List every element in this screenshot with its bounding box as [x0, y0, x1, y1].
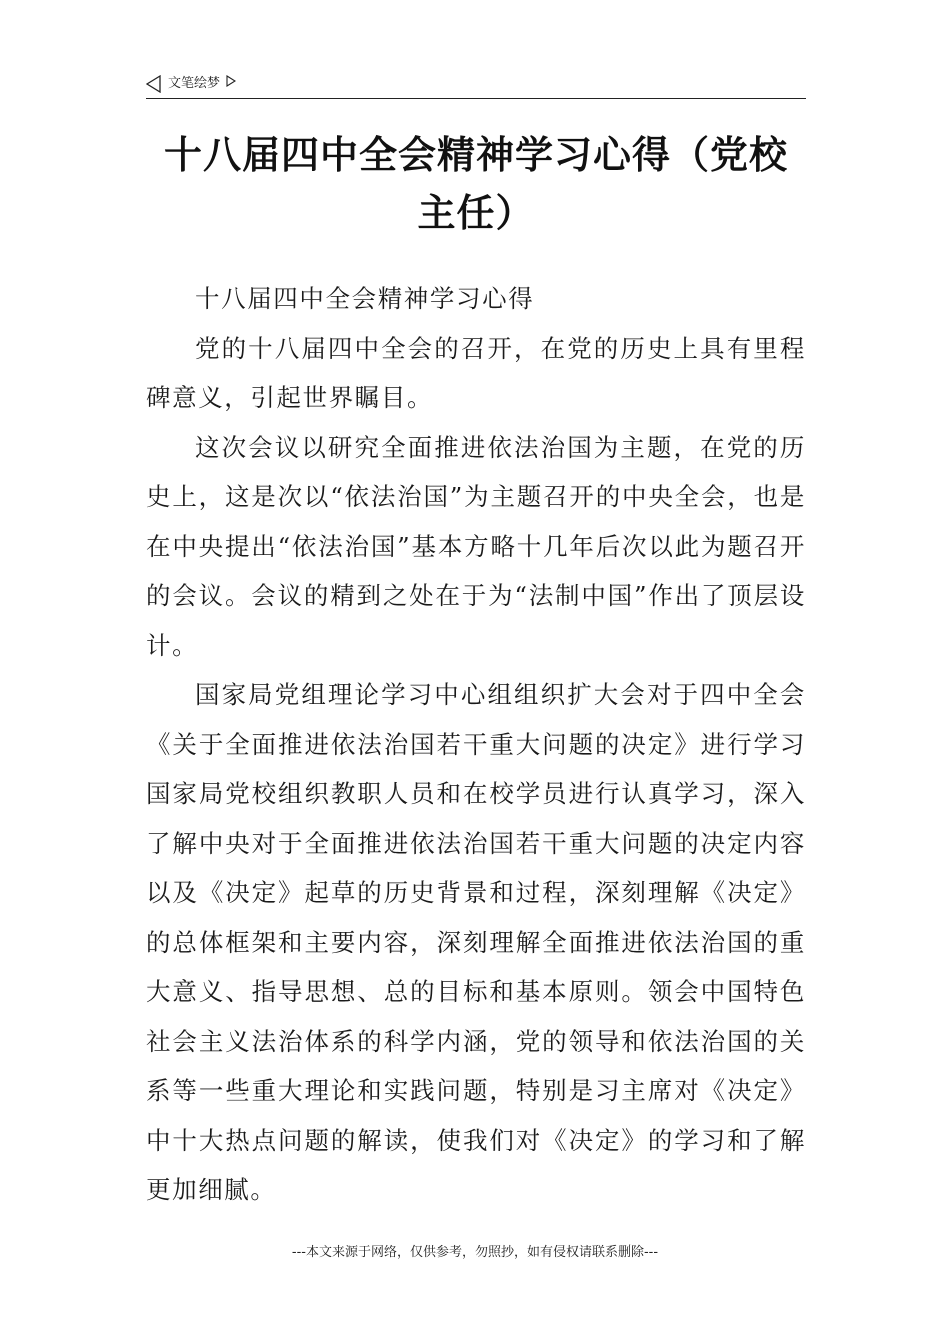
paragraph: 这次会议以研究全面推进依法治国为主题，在党的历史上，这是次以“依法治国”为主题召开的中央全会，也是在中央提出“依法治国”基本方略十几年后次以此为题召开的会议。会议的精到之处在于为“法制中国”作出了顶层设计。	[146, 432, 806, 660]
right-triangle-icon	[226, 75, 236, 87]
page-header	[146, 72, 806, 99]
document-body	[146, 274, 806, 1215]
paragraph-subtitle: 十八届四中全会精神学习心得	[195, 284, 535, 313]
header-brand	[146, 74, 236, 94]
page-footer: ---本文来源于网络，仅供参考，勿照抄，如有侵权请联系删除---	[291, 1245, 659, 1260]
left-triangle-icon	[146, 75, 162, 93]
paragraph: 国家局党组理论学习中心组组织扩大会对于四中全会《关于全面推进依法治国若干重大问题的决定》进行学习国家局党校组织教职人员和在校学员进行认真学习，深入了解中央对于全面推进依法治国若干重大问题的决定内容以及《决定》起草的历史背景和过程，深刻理解《决定》的总体框架和主要内容，深刻理解全面推进依法治国的重大意义、指导思想、总的目标和基本原则。领会中国特色社会主义法治体系的科学内涵，党的领导和依法治国的关系等一些重大理论和实践问题，特别是习主席对《决定》中十大热点问题的解读，使我们对《决定》的学习和了解更加细腻。	[146, 680, 806, 1204]
brand-name: 文笔绘梦	[168, 76, 221, 91]
document-title: 十八届四中全会精神学习心得（党校主任）	[163, 133, 788, 235]
paragraph: 党的十八届四中全会的召开，在党的历史上具有里程碑意义，引起世界瞩目。	[146, 333, 806, 412]
